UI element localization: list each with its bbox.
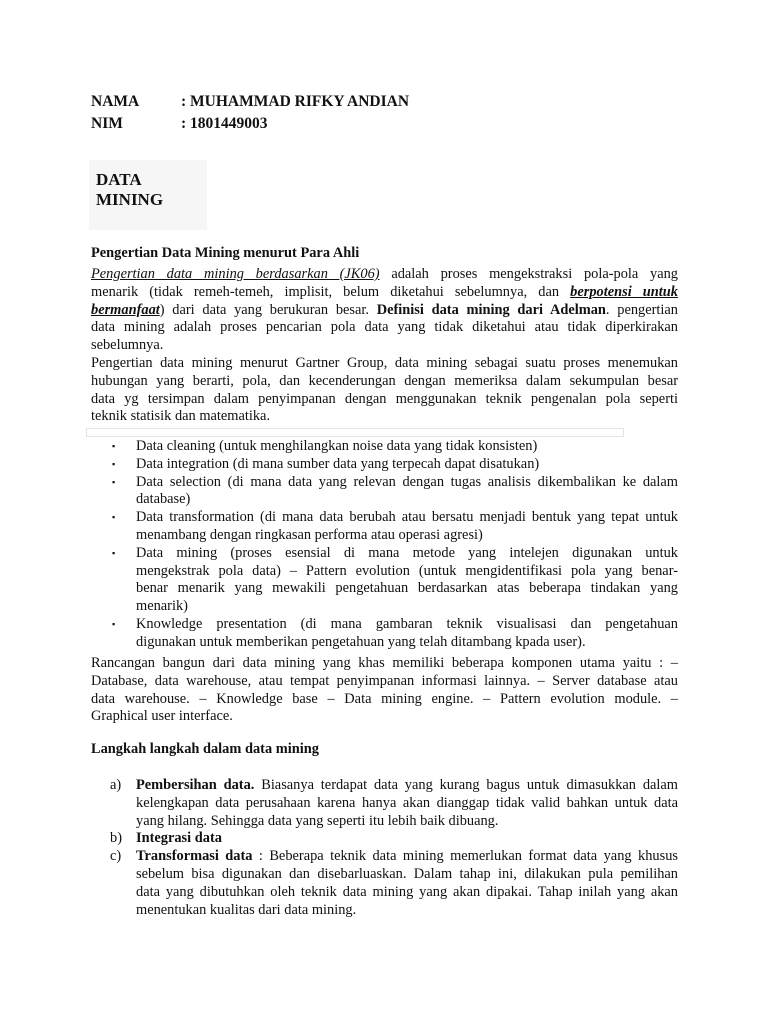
rancangan-line-1: Rancangan bangun dari data mining yang khas memiliki beberapa komponen utama yaitu : – [91,655,678,671]
bullet-6-line-2: digunakan untuk memberikan pengetahuan yang telah ditambang kpada user). [136,633,586,650]
step-c-line-4: menentukan kualitas dari data mining. [136,901,357,918]
nim-value: : 1801449003 [181,115,268,132]
rancangan-line-3: data warehouse. – Knowledge base – Data mining engine. – Pattern evolution module. – [91,690,678,707]
rancangan-line-4: Graphical user interface. [91,708,233,725]
list-item [110,616,678,652]
process-bullet-list [110,438,678,652]
list-item [110,438,678,456]
name-value: : MUHAMMAD RIFKY ANDIAN [181,93,410,110]
p2-line-2: hubungan yang berarti, pola, dan kecenderungan dengan memeriksa dalam sekumpulan besar [91,372,678,389]
divider-box [86,428,624,437]
berpotensi-link[interactable]: berpotensi untuk [570,283,678,300]
section-heading-1: Pengertian Data Mining menurut Para Ahli [91,245,360,261]
list-item [110,545,678,616]
step-c-line-2: sebelum bisa digunakan dan disebarluaskan. Dalam tahap ini, dilakukan pula pemilihan [136,865,678,882]
step-a-line-2: kelengkapan data perusahaan karena hanya akan dianggap tidak valid bahkan untuk data [136,794,678,811]
bullet-4-line-2: menambang dengan ringkasan performa atau operasi agresi) [136,526,483,543]
document-title [96,170,196,210]
p1-line-2 [91,284,678,302]
p1-line-4: data mining adalah proses pencarian pola data yang tidak diketahui atau tidak diperkirakan [91,319,678,336]
rancangan-paragraph [91,655,678,726]
bullet-marker-icon: ▪ [112,476,116,487]
bullet-4-line-1: Data transformation (di mana data berubah atau bersatu menjadi bentuk yang tepat untuk [136,509,678,526]
bullet-marker-icon: ▪ [112,547,116,558]
bullet-2-line-1: Data integration (di mana sumber data yang terpecah dapat disatukan) [136,455,540,472]
bullet-3-line-2: database) [136,491,191,508]
step-marker: a) [110,777,122,793]
list-item [110,830,678,848]
list-item [110,474,678,510]
step-b-title: Integrasi data [136,830,222,847]
list-item [110,509,678,545]
bullet-1-line-1: Data cleaning (untuk menghilangkan noise data yang tidak konsisten) [136,438,538,454]
step-a-line-3: yang hilang. Sehingga data yang seperti itu lebih baik dibuang. [136,812,499,829]
step-c-text: : Beberapa teknik data mining memerlukan format data yang khusus [252,848,678,865]
p1-line-5: sebelumnya. [91,337,164,354]
bullet-3-line-1: Data selection (di mana data yang relevan dengan tugas analisis dikembalikan ke dalam [136,473,678,490]
bullet-5-line-2: mengekstrak pola data) – Pattern evolution (untuk mengidentifikasi pola yang benar- [136,562,678,579]
title-line-2: MINING [96,190,164,209]
step-a-line-1 [136,777,678,795]
bullet-marker-icon: ▪ [112,441,116,451]
definitions-paragraph [91,266,678,426]
bullet-6-line-1: Knowledge presentation (di mana gambaran teknik visualisasi dan pengetahuan [136,615,678,632]
list-item [110,777,678,830]
title-box [89,160,207,230]
section-heading-2: Langkah langkah dalam data mining [91,741,319,757]
title-line-1: DATA [96,170,142,189]
step-marker: b) [110,830,122,847]
jk06-link[interactable]: Pengertian data mining berdasarkan (JK06) [91,266,380,282]
p1-line-3 [91,302,678,320]
bermanfaat-link[interactable]: bermanfaat [91,301,160,318]
rancangan-line-2: Database, data warehouse, atau tempat penyimpanan informasi lainnya. – Server database atau [91,672,678,689]
step-b-line-1 [136,830,678,848]
name-label: NAMA [91,93,140,110]
p1-line-2-text: menarik (tidak remeh-temeh, implisit, belum diketahui sebelumnya, dan [91,283,571,300]
bullet-marker-icon: ▪ [112,618,116,629]
step-c-line-3: data yang dibutuhkan oleh teknik data mining yang akan dipakai. Tahap inilah yang akan [136,883,678,900]
step-marker: c) [110,848,122,865]
bullet-marker-icon: ▪ [112,512,116,523]
adelman-definition: Definisi data mining dari Adelman [376,301,606,318]
step-c-title: Transformasi data [136,848,253,865]
p1-line-1 [91,266,678,284]
step-a-title: Pembersihan data. [136,777,255,793]
step-c-line-1 [136,848,678,866]
bullet-5-line-1: Data mining (proses esensial di mana metode yang intelejen digunakan untuk [136,544,678,561]
list-item [110,848,678,919]
p2-line-1: Pengertian data mining menurut Gartner Group, data mining sebagai suatu proses menemukan [91,354,678,371]
bullet-marker-icon: ▪ [112,458,116,469]
p2-line-4: teknik statisik dan matematika. [91,408,271,425]
list-item [110,456,678,474]
step-a-text: Biasanya terdapat data yang kurang bagus untuk dimasukkan dalam [254,777,678,793]
p1-line-3-text: ) dari data yang berukuran besar. [159,301,377,318]
bullet-5-line-4: menarik) [136,598,188,615]
bullet-5-line-3: benar menarik yang mewakili pengetahuan berdasarkan atas beberapa tindakan yang [136,580,678,597]
p1-line-3-end: . pengertian [605,301,678,318]
nim-label: NIM [91,115,123,132]
p2-line-3: data yg tersimpan dalam penyimpanan dengan menggunakan teknik pengenalan pola seperti [91,390,678,407]
p1-line-1-text: adalah proses mengekstraksi pola-pola yang [379,266,678,282]
steps-list [110,777,678,919]
